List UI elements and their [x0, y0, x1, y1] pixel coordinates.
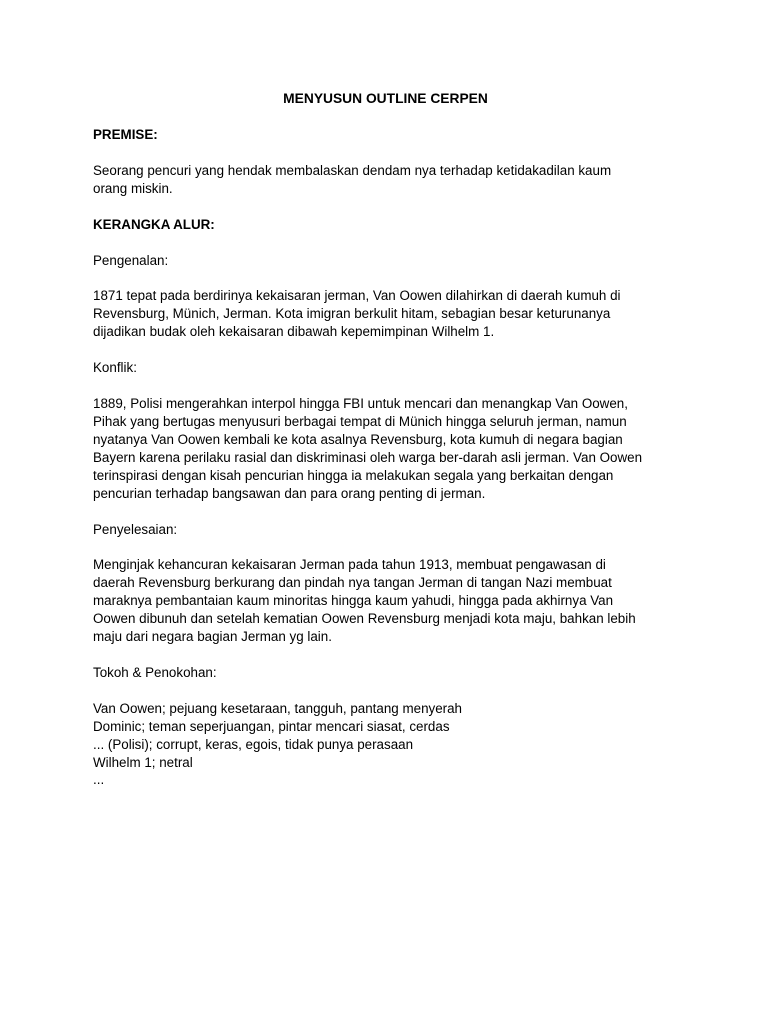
premise-paragraph: [93, 162, 678, 198]
tokoh-item: Wilhelm 1; netral: [93, 754, 193, 770]
pengenalan-label: Pengenalan:: [93, 252, 169, 268]
pengenalan-line: Revensburg, Münich, Jerman. Kota imigran berkulit hitam, sebagian besar keturunanya: [93, 306, 611, 322]
tokoh-item: Dominic; teman seperjuangan, pintar mencari siasat, cerdas: [93, 718, 450, 734]
konflik-line: Bayern karena perilaku rasial dan diskriminasi oleh warga ber-darah asli jerman. Van Oowen: [93, 449, 643, 465]
penyelesaian-line: daerah Revensburg berkurang dan pindah nya tangan Jerman di tangan Nazi membuat: [93, 575, 612, 591]
tokoh-item: ...: [93, 772, 105, 788]
premise-line: orang miskin.: [93, 180, 173, 196]
konflik-line: Pihak yang bertugas menyusuri berbagai tempat di Münich hingga seluruh jerman, namun: [93, 413, 627, 429]
konflik-line: nyatanya Van Oowen kembali ke kota asalnya Revensburg, kota kumuh di negara bagian: [93, 431, 623, 447]
kerangka-alur-heading: KERANGKA ALUR:: [93, 216, 215, 232]
konflik-label: Konflik:: [93, 360, 137, 376]
konflik-line: terinspirasi dengan kisah pencurian hingga ia melakukan segala yang berkaitan dengan: [93, 467, 614, 483]
tokoh-item: Van Oowen; pejuang kesetaraan, tangguh, pantang menyerah: [93, 700, 463, 716]
tokoh-penokohan-label: Tokoh & Penokohan:: [93, 664, 217, 680]
penyelesaian-line: maraknya pembantaian kaum minoritas hingga kaum yahudi, hingga pada akhirnya Van: [93, 593, 614, 609]
pengenalan-line: dijadikan budak oleh kekaisaran dibawah kepemimpinan Wilhelm 1.: [93, 324, 495, 340]
pengenalan-paragraph: [93, 287, 678, 341]
premise-heading: PREMISE:: [93, 126, 158, 142]
konflik-line: 1889, Polisi mengerahkan interpol hingga FBI untuk mencari dan menangkap Van Oowen,: [93, 396, 628, 412]
document-title: MENYUSUN OUTLINE CERPEN: [283, 91, 488, 106]
tokoh-list: [93, 700, 678, 790]
penyelesaian-label: Penyelesaian:: [93, 521, 178, 537]
penyelesaian-paragraph: [93, 556, 678, 646]
document-content: [93, 90, 678, 789]
konflik-line: pencurian terhadap bangsawan dan para orang penting di jerman.: [93, 485, 486, 501]
pengenalan-line: 1871 tepat pada berdirinya kekaisaran jerman, Van Oowen dilahirkan di daerah kumuh di: [93, 288, 621, 304]
penyelesaian-line: Menginjak kehancuran kekaisaran Jerman pada tahun 1913, membuat pengawasan di: [93, 557, 606, 573]
penyelesaian-line: maju dari negara bagian Jerman yg lain.: [93, 629, 332, 645]
konflik-paragraph: [93, 395, 678, 502]
tokoh-item: ... (Polisi); corrupt, keras, egois, tidak punya perasaan: [93, 736, 414, 752]
premise-line: Seorang pencuri yang hendak membalaskan dendam nya terhadap ketidakadilan kaum: [93, 162, 612, 178]
penyelesaian-line: Oowen dibunuh dan setelah kematian Oowen Revensburg menjadi kota maju, bahkan lebih: [93, 611, 636, 627]
